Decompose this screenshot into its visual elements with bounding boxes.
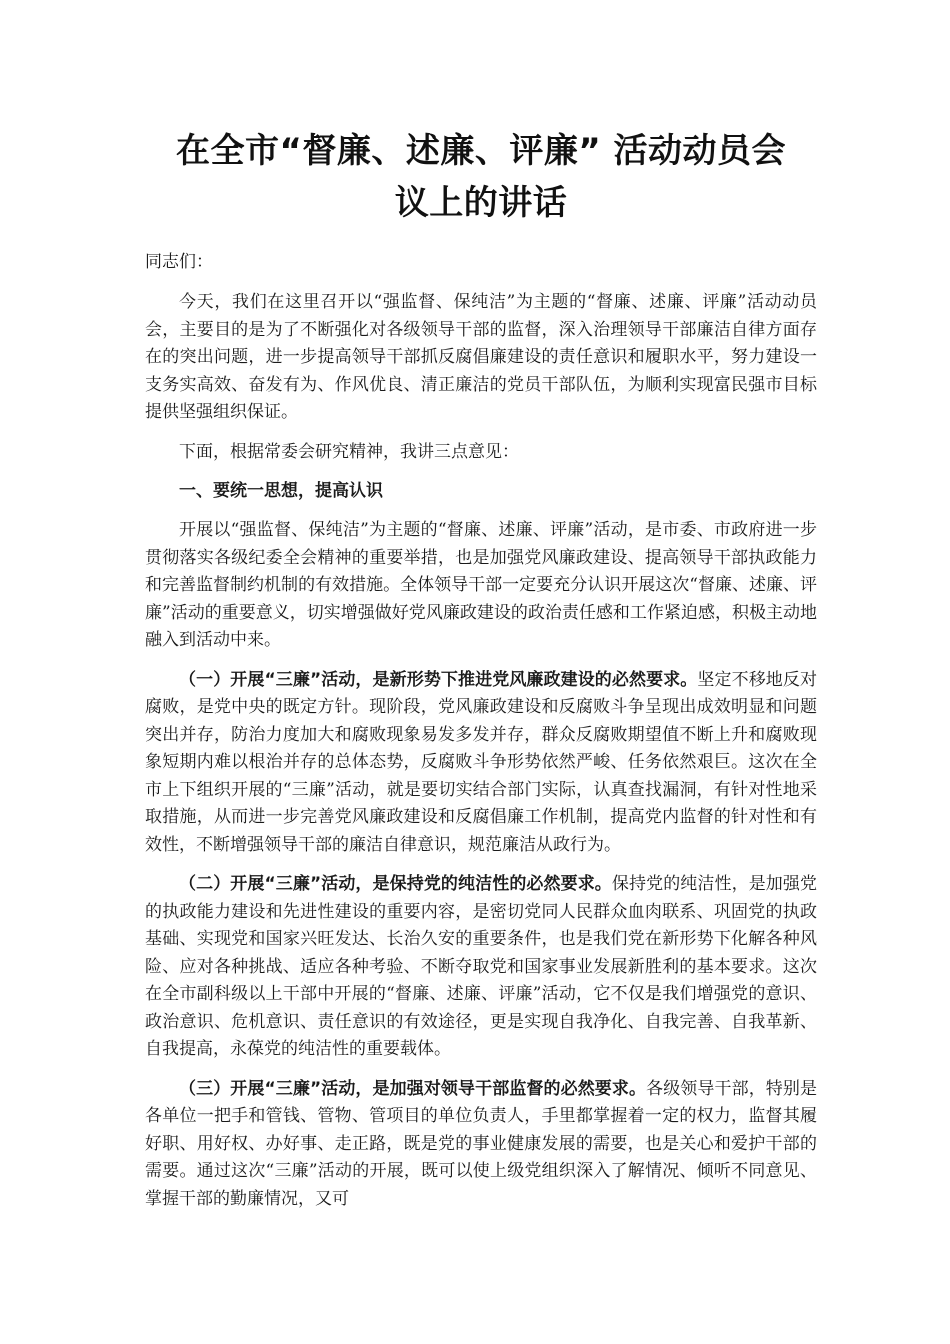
point-2-paragraph xyxy=(145,871,817,1064)
section-1-heading: 一、要统一思想，提高认识 xyxy=(179,481,383,501)
point-3-lead: （三）开展“三廉”活动，是加强对领导干部监督的必然要求。 xyxy=(179,1078,647,1099)
title-line-1: 在全市“督廉、述廉、评廉” 活动动员会 xyxy=(175,131,787,171)
point-1-lead: （一）开展“三廉”活动，是新形势下推进党风廉政建设的必然要求。 xyxy=(179,669,698,690)
point-2-lead: （二）开展“三廉”活动，是保持党的纯洁性的必然要求。 xyxy=(179,874,612,894)
transition-paragraph: 下面，根据常委会研究精神，我讲三点意见： xyxy=(179,441,519,462)
point-3-paragraph xyxy=(145,1076,817,1214)
document-title xyxy=(145,125,817,229)
point-1-body: 坚定不移地反对腐败，是党中央的既定方针。现阶段，党风廉政建设和反腐败斗争呈现出成效明显和问题突出并存，防治力度加大和腐败现象易发多发并存，群众反腐败期望值不断上升和腐败现象短期内难以根治并存的总体态势，反腐败斗争形势依然严峻、任务依然艰巨。这次在全市上下组织开展的“三廉”活动，就是要切实结合部门实际，认真查找漏洞，有针对性地采取措施，从而进一步完善党风廉政建设和反腐倡廉工作机制，提高党内监督的针对性和有效性，不断增强领导干部的廉洁自律意识，规范廉洁从政行为。 xyxy=(145,669,817,855)
salutation: 同志们： xyxy=(145,252,213,272)
title-line-2: 议上的讲话 xyxy=(394,183,568,223)
point-1-paragraph xyxy=(145,667,817,860)
intro-paragraph: 今天，我们在这里召开以“强监督、保纯洁”为主题的“督廉、述廉、评廉”活动动员会，主要目的是为了不断强化对各级领导干部的监督，深入治理领导干部廉洁自律方面存在的突出问题，进一步提高领导干部抓反腐倡廉建设的责任意识和履职水平，努力建设一支务实高效、奋发有为、作风优良、清正廉洁的党员干部队伍，为顺利实现富民强市目标提供坚强组织保证。 xyxy=(145,292,817,422)
point-2-body: 保持党的纯洁性，是加强党的执政能力建设和先进性建设的重要内容，是密切党同人民群众血肉联系、巩固党的执政基础、实现党和国家兴旺发达、长治久安的重要条件，也是我们党在新形势下化解各种风险、应对各种挑战、适应各种考验、不断夺取党和国家事业发展新胜利的基本要求。这次在全市副科级以上干部中开展的“督廉、述廉、评廉”活动，它不仅是我们增强党的意识、政治意识、危机意识、责任意识的有效途径，更是实现自我净化、自我完善、自我革新、自我提高，永葆党的纯洁性的重要载体。 xyxy=(145,874,817,1059)
point-3-body: 各级领导干部，特别是各单位一把手和管钱、管物、管项目的单位负责人，手里都掌握着一定的权力，监督其履好职、用好权、办好事、走正路，既是党的事业健康发展的需要，也是关心和爱护干部的需要。通过这次“三廉”活动的开展，既可以使上级党组织深入了解情况、倾听不同意见、掌握干部的勤廉情况，又可 xyxy=(145,1078,817,1209)
document-page xyxy=(145,125,817,1225)
section-1-paragraph: 开展以“强监督、保纯洁”为主题的“督廉、述廉、评廉”活动，是市委、市政府进一步贯彻落实各级纪委全会精神的重要举措，也是加强党风廉政建设、提高领导干部执政能力和完善监督制约机制的有效措施。全体领导干部一定要充分认识开展这次“督廉、述廉、评廉”活动的重要意义，切实增强做好党风廉政建设的政治责任感和工作紧迫感，积极主动地融入到活动中来。 xyxy=(145,520,817,650)
